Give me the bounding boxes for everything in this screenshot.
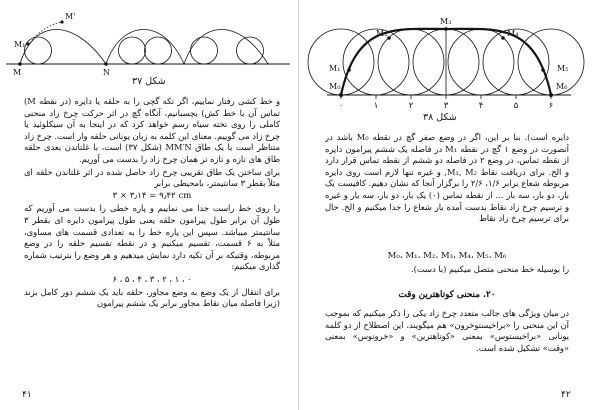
paragraph: دایره است). بنا بر این، اگر در وضع صفر گچ در نقطه M₀ باشد در آنصورت در وضع ۱ گچ در نقطه M₁ در فاصله یک ششم پیرامون دایره از نقطه تماس، در وضع ۲ در فاصله دو ششم از نقطه تماس قرار دارد و الخ. برای دریافت نقاط M₁, M₂, و غیره تنها لازم است روی دایره مربوطه شعاع برابر ۱/۶، ۲/۶ را برگزار آنجا که نشان دهیم. کافیست یک بار، دو بار، سه بار ... از نقطه تماس (۰) یک بار، دو بار، سه بار و غیره و ترسیم چرخ زاد نقاط بدست آمده بار شعاع را جدا میکنیم و الخ. حال برای ترسیم چرخ زاد نقاط bbox=[325, 132, 569, 224]
label-m1: M₁ bbox=[14, 40, 26, 49]
page-number: ۴۲ bbox=[561, 390, 571, 400]
position-sequence: ۰ ، ۱ ، ۲ ، ۳ ، ۴ ، ۵ ، ۶ bbox=[112, 273, 192, 284]
position-1: ۱ bbox=[373, 101, 379, 111]
label-m0: M₀ bbox=[329, 82, 341, 91]
paragraph: در میان ویژگی های جالب متعدد چرخ زاد یکی را ذکر میکنیم که بموجب آن این منحنی را «براخیستوخرون» هم میگویند، این اصطلاح از دو کلمه یونانی «براخیستوس» بمعنی «کوتاهترین» و «خرونوس» بمعنی «وقت» تشکیل شده است. bbox=[325, 308, 569, 353]
left-page-text bbox=[24, 96, 280, 388]
label-m: M bbox=[13, 68, 22, 77]
paragraph: برای انتقال از یک وضع به وضع مجاور، حلقه باید یک ششم دور کامل بزند (زیرا فاصله میان نقاط مجاور برابر یک ششم پیرامون bbox=[24, 286, 280, 309]
figure-38-caption: شکل ۳۸ bbox=[423, 112, 457, 123]
label-m3: M₃ bbox=[440, 17, 452, 26]
position-0: ۰ bbox=[338, 101, 344, 111]
figure-38 bbox=[299, 0, 592, 120]
section-heading: ۲۰. منحنی کوتاهترین وقت bbox=[398, 290, 496, 300]
figure-37-caption: شکل ۳۷ bbox=[132, 76, 166, 87]
label-n: N bbox=[103, 68, 110, 77]
paragraph: برای ساختن یک طاق تقریبی چرخ زاد حاصل شده در اثر غلتاندن حلقه ای مثلاً بقطر ۳ سانتیمتر، بامحیطی برابر bbox=[24, 166, 280, 189]
label-m-prime: M' bbox=[65, 12, 76, 21]
position-4: ۴ bbox=[478, 101, 484, 111]
paragraph: را روی خط راست جدا می نماییم و پاره خطی را بدست می آوریم که طول آن برابر طول پیرامون حلقه یعنی طول پیرامون دایره ای بقطر ۳ سانتیمتر میباشد. سپس این پاره خط را به تعدادی قسمت های مساوی، مثلاً به ۶ قسمت، تقسیم میکنیم و در نقطه تقسیم حلقه را در وضع مربوطه، وقتیکه بر آن تکیه دارد نمایش میدهیم و هر وضع را بترتیب شماره گذاری میکنیم: bbox=[24, 203, 280, 272]
right-page-text-1 bbox=[325, 132, 569, 250]
label-m1: M₁ bbox=[329, 64, 341, 73]
points-list: M₀، M₁، M₂، M₃، M₄، M₅، M₆ bbox=[387, 251, 507, 261]
page-number: ۴۱ bbox=[22, 390, 32, 400]
label-m4: M₄ bbox=[507, 29, 519, 38]
position-5: ۵ bbox=[513, 101, 519, 111]
paragraph: و خط کشی رفتار نماییم، اگر تکه گچی را به حلقه یا دایره (در نقطه M) تماس آن با خط کش) بچسبانیم، آنگاه گچ در اثر حرکت چرخ زاد منحنی کاملی را روی تخته سیاه رسم خواهد کرد که در اینجا به آن سیکلوئید یا چرخ زاد می گوییم. معنای این کلمه به زبان یونانی حلقه وار است. چرخ زاد متناظر است با یک طاق ‎MM′N‎ (شکل ۳۷) است، با غلتاندن بعدی حلقه طاق های تازه و تازه تر همان چرخ زاد را بدست می آوریم. bbox=[24, 96, 280, 164]
formula: ۳ × ۳٫۱۴ = ۹٫۴۲ cm bbox=[112, 190, 192, 201]
paragraph: را بوسیله خط منحنی متصل میکنیم (با دست). bbox=[411, 263, 569, 274]
right-page-text-2 bbox=[325, 250, 569, 282]
position-6: ۶ bbox=[548, 101, 554, 111]
position-3: ۳ bbox=[443, 101, 449, 111]
right-page-text-3 bbox=[325, 308, 569, 380]
label-m2: M₂ bbox=[376, 29, 388, 38]
label-m6: M₆ bbox=[556, 82, 568, 91]
label-m5: M₅ bbox=[557, 64, 569, 73]
position-2: ۲ bbox=[408, 101, 414, 111]
right-page bbox=[298, 0, 592, 410]
